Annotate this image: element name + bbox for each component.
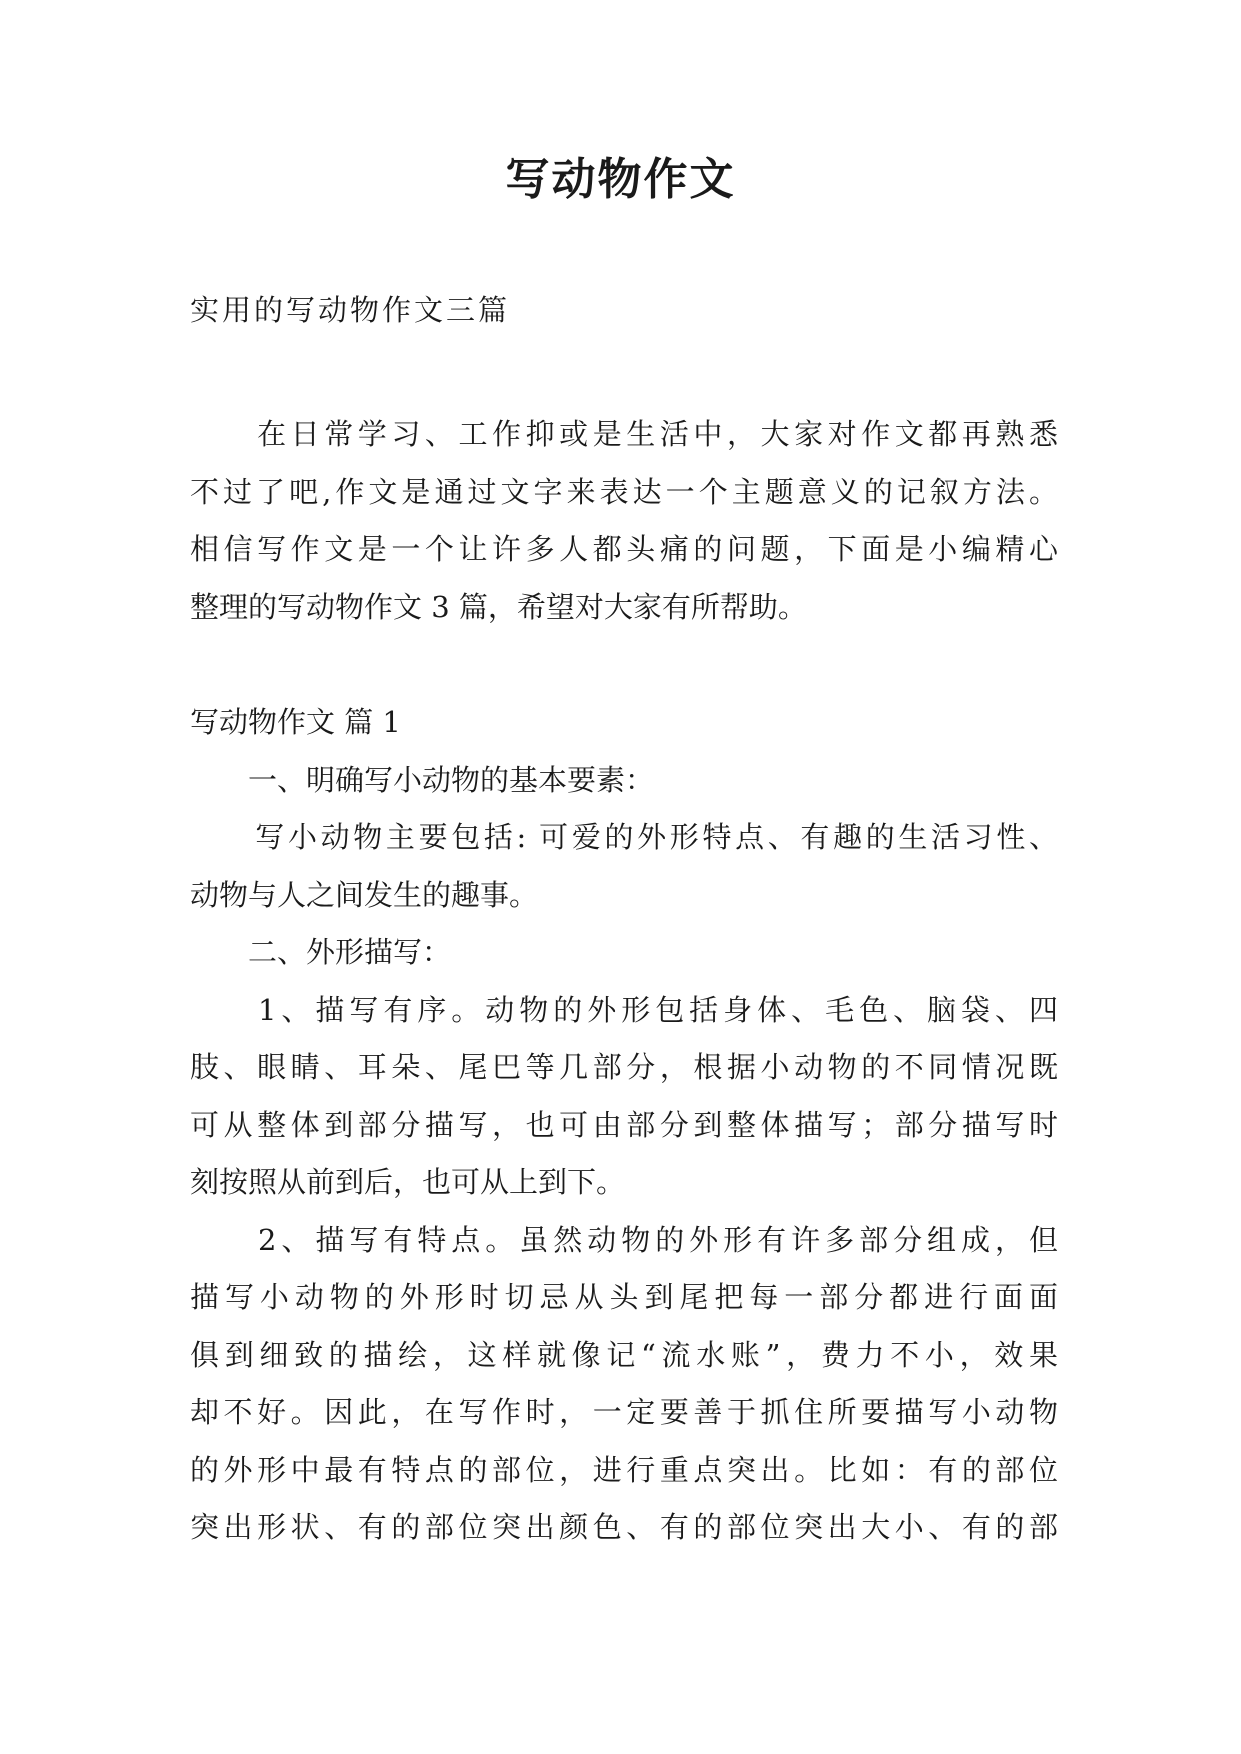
article-line: 动物与人之间发生的趣事。 (190, 877, 539, 912)
article-line: 俱到细致的描绘，这样就像记“流水账”，费力不小，效果 (190, 1337, 1058, 1372)
intro-line: 在日常学习、工作抑或是生活中，大家对作文都再熟悉 (190, 417, 1058, 451)
article-line: 肢、眼睛、耳朵、尾巴等几部分，根据小动物的不同情况既 (190, 1050, 1058, 1084)
intro-line: 相信写作文是一个让许多人都头痛的问题，下面是小编精心 (190, 532, 1058, 566)
document-subtitle: 实用的写动物作文三篇 (190, 293, 511, 327)
article-line: 1、描写有序。动物的外形包括身体、毛色、脑袋、四 (190, 992, 1058, 1027)
intro-paragraph (190, 406, 1058, 636)
intro-line: 整理的写动物作文 3 篇，希望对大家有所帮助。 (190, 589, 807, 624)
article-line: 刻按照从前到后，也可从上到下。 (190, 1165, 626, 1199)
article-line: 的外形中最有特点的部位，进行重点突出。比如：有的部位 (190, 1452, 1058, 1487)
article-line: 写小动物主要包括: 可爱的外形特点、有趣的生活习性、 (190, 820, 1058, 854)
article-line: 却不好。因此，在写作时，一定要善于抓住所要描写小动物 (190, 1395, 1058, 1429)
article-line: 描写小动物的外形时切忌从头到尾把每一部分都进行面面 (190, 1280, 1058, 1314)
article-line: 突出形状、有的部位突出颜色、有的部位突出大小、有的部 (190, 1510, 1058, 1544)
article-line: 二、外形描写： (190, 935, 452, 969)
article-heading: 写动物作文 篇 1 (190, 705, 401, 739)
article-line: 可从整体到部分描写，也可由部分到整体描写；部分描写时 (190, 1107, 1058, 1142)
article-line: 一、明确写小动物的基本要素： (190, 762, 655, 797)
article-section (190, 694, 1058, 1557)
document-title: 写动物作文 (505, 154, 736, 205)
intro-line: 不过了吧,作文是通过文字来表达一个主题意义的记叙方法。 (190, 474, 1058, 509)
article-line: 2、描写有特点。虽然动物的外形有许多部分组成，但 (190, 1222, 1058, 1257)
